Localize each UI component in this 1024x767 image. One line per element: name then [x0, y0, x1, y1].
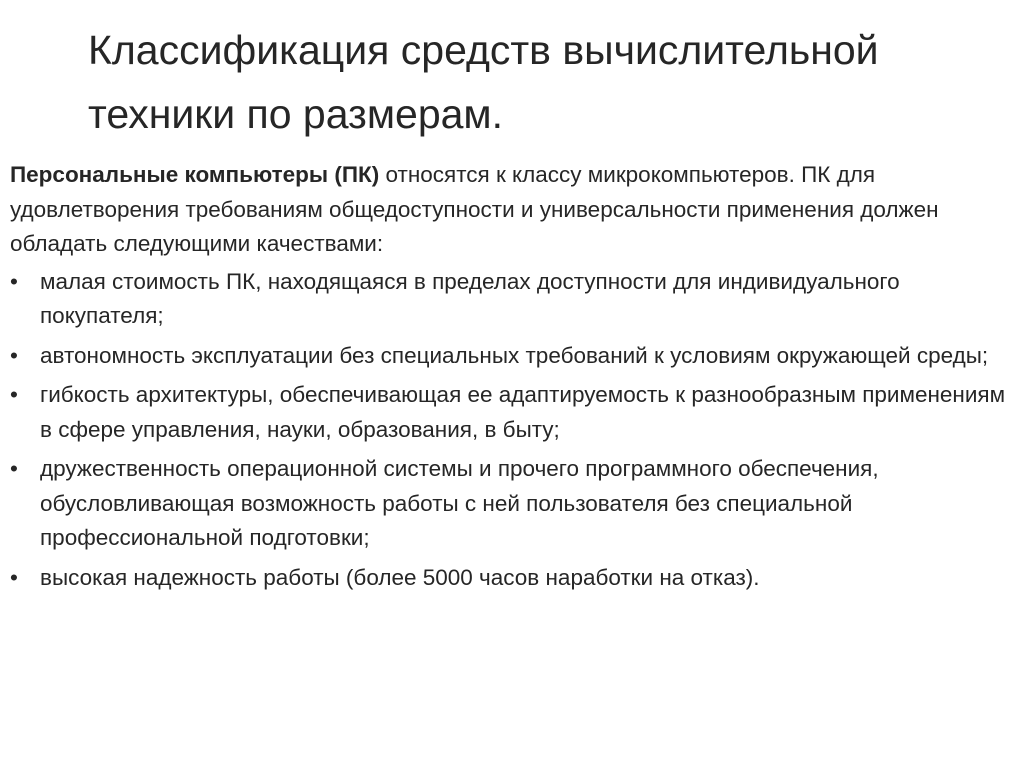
- list-item: [10, 265, 1010, 334]
- bullet-icon: •: [10, 382, 18, 407]
- bullet-icon: •: [10, 342, 18, 368]
- list-item-text: малая стоимость ПК, находящаяся в пределах доступности для индивидуального покупателя;: [40, 268, 900, 328]
- list-item-text: автономность эксплуатации без специальных требований к условиям окружающей среды;: [40, 342, 989, 368]
- slide-content: [10, 158, 1010, 600]
- bullet-list: [10, 265, 1010, 596]
- intro-paragraph: [10, 158, 1010, 262]
- list-item: [10, 339, 1010, 374]
- intro-bold-term: Персональные компьютеры (ПК): [10, 162, 380, 187]
- list-item-text: гибкость архитектуры, обеспечивающая ее адаптируемость к разнообразным применениям в сфере управления, науки, образования, в быту;: [40, 382, 1006, 442]
- list-item-text: дружественность операционной системы и прочего программного обеспечения, обусловливающая возможность работы с ней пользователя без специальной профессиональной подготовки;: [40, 456, 879, 550]
- list-item-text: высокая надежность работы (более 5000 часов наработки на отказ).: [40, 564, 760, 590]
- list-item: [10, 452, 1010, 556]
- list-item: [10, 378, 1010, 447]
- list-item: [10, 561, 1010, 596]
- bullet-icon: •: [10, 456, 18, 481]
- bullet-icon: •: [10, 564, 18, 590]
- intro-text: относятся к классу микрокомпьютеров. ПК для удовлетворения требованиям общедоступности и универсальности применения должен обладать следующими качествами:: [10, 162, 939, 256]
- slide-title: Классификация средств вычислительной техники по размерам.: [88, 27, 879, 137]
- bullet-icon: •: [10, 268, 18, 294]
